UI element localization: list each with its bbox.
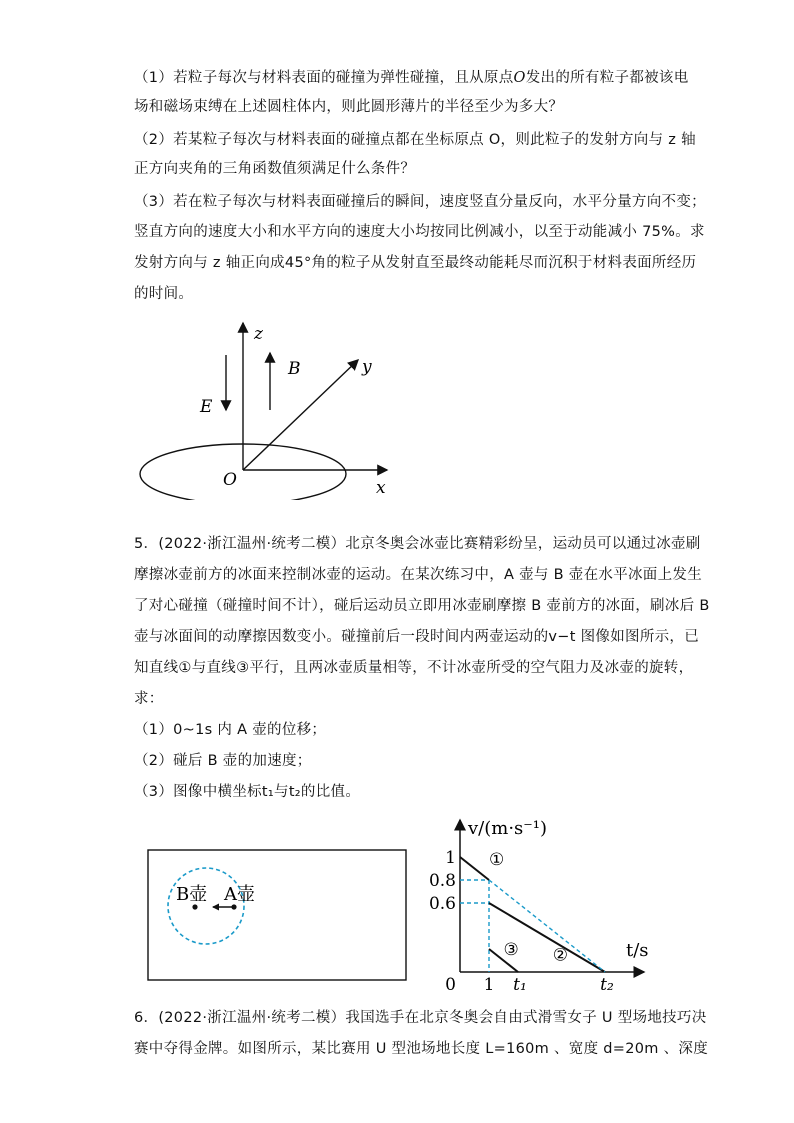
q6-line1: 6．(2022·浙江温州·统考二模）我国选手在北京冬奥会自由式滑雪女子 U 型场地技巧决 [134,1010,707,1026]
b-stone-dot [192,904,197,909]
q5-line2: 摩擦冰壶前方的冰面来控制冰壶的运动。在某次练习中，A 壶与 B 壶在水平冰面上发生 [134,567,702,583]
e-label: E [200,397,213,417]
q5-line3: 了对心碰撞（碰撞时间不计），碰后运动员立即用冰壶刷摩擦 B 壶前方的冰面，刷冰后 B [134,598,710,614]
q4-field-diagram [130,315,400,500]
y-tick-label: 0.8 [428,871,456,891]
x-tick-label: 1 [483,975,495,992]
q5-line6: 求： [134,691,164,707]
series-line-1 [460,857,489,880]
y-axis [243,360,358,470]
q4-part3-line2: 竖直方向的速度大小和水平方向的速度大小均按同比例减小，以至于动能减小 75%。求 [134,224,705,240]
q4-part1-text-a: （1）若粒子每次与材料表面的碰撞为弹性碰撞，且从原点 [134,70,514,86]
b-stone-label: B壶 [176,884,208,905]
q4-part1-text-b: 发出的所有粒子都被该电 [525,70,689,86]
y-label: y [362,357,372,377]
q4-part3-line4: 的时间。 [134,286,194,302]
z-label: z [254,324,263,344]
a-stone-arrowhead [212,904,219,911]
q5-sub2: （2）碰后 B 壶的加速度； [134,753,312,769]
y-tick-label: 0.6 [428,894,456,914]
a-stone-label: A壶 [224,884,255,905]
q4-part1-line1 [134,68,689,88]
q4-part1-origin: O [513,70,526,86]
q5-line1: 5．(2022·浙江温州·统考二模）北京冬奥会冰壶比赛精彩纷呈，运动员可以通过冰壶刷 [134,536,701,552]
x-tick-label: t₂ [600,975,614,992]
q5-vt-chart [420,812,660,992]
x-label: x [376,478,386,498]
q4-part2-line1: （2）若某粒子每次与材料表面的碰撞点都在坐标原点 O，则此粒子的发射方向与 z 轴 [134,132,696,148]
chart-xlabel: t/s [626,940,649,961]
q4-part1-line2: 场和磁场束缚在上述圆柱体内，则此圆形薄片的半径至少为多大？ [134,99,564,115]
x-tick-label: 0 [445,975,456,992]
q5-rink-diagram [146,845,408,983]
series-label-2: ② [552,945,569,966]
rink-rectangle [148,850,406,980]
q5-line4: 壶与冰面间的动摩擦因数变小。碰撞前后一段时间内两壶运动的v−t 图像如图所示，已 [134,629,700,645]
series-label-3: ③ [503,939,519,960]
b-label: B [288,359,301,379]
q5-line5: 知直线①与直线③平行，且两冰壶质量相等，不计冰壶所受的空气阻力及冰壶的旋转， [134,660,694,676]
q5-sub1: （1）0~1s 内 A 壶的位移； [134,722,327,738]
series-label-1: ① [489,850,505,871]
x-tick-label: t₁ [513,975,527,992]
q5-sub3: （3）图像中横坐标t₁与t₂的比值。 [134,784,361,800]
q6-line2: 赛中夺得金牌。如图所示，某比赛用 U 型池场地长度 L=160m 、宽度 d=20m 、深度 [134,1041,709,1057]
y-tick-label: 1 [445,848,456,868]
chart-ylabel: v/(m·s⁻¹) [468,818,548,839]
o-label: O [223,470,237,490]
q4-part3-line1: （3）若在粒子每次与材料表面碰撞后的瞬间，速度竖直分量反向，水平分量方向不变； [134,194,706,210]
q4-part3-line3: 发射方向与 z 轴正向成45°角的粒子从发射直至最终动能耗尽而沉积于材料表面所经历 [134,255,697,271]
q4-part2-line2: 正方向夹角的三角函数值须满足什么条件？ [134,161,416,177]
